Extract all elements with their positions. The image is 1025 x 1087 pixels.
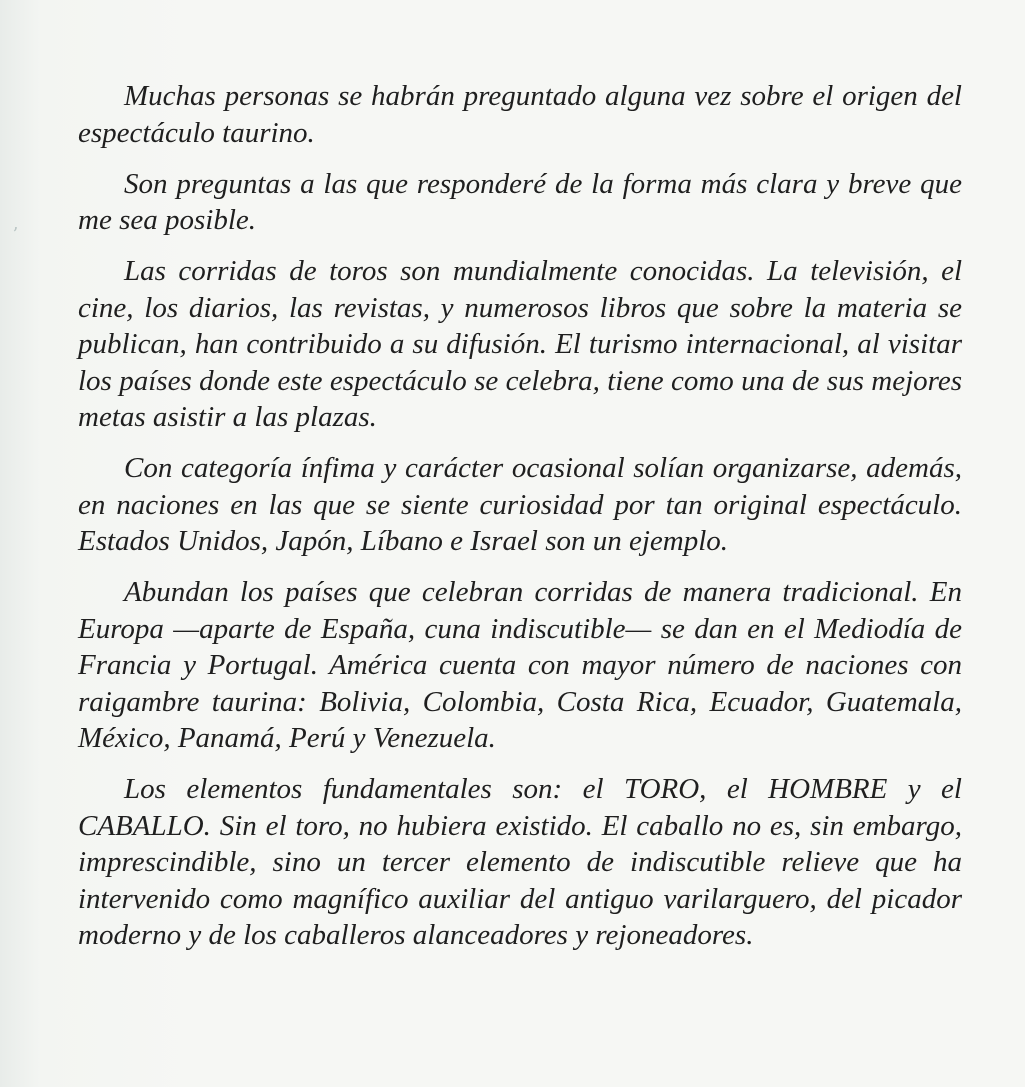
paragraph-3: Las corridas de toros son mundialmente conocidas. La televisión, el cine, los diarios, las revistas, y numerosos libros que sobre la materia se publican, han contribuido a su difusión. El turismo internacional, al visitar los países donde este espectáculo se celebra, tiene como una de sus mejores metas asistir a las plazas.	[78, 255, 962, 433]
paragraph-6: Los elementos fundamentales son: el TORO, el HOMBRE y el CABALLO. Sin el toro, no hubiera existido. El caballo no es, sin embargo, imprescindible, sino un tercer elemento de indiscutible relieve que ha intervenido como magnífico auxiliar del antiguo varilarguero, del picador moderno y de los caballeros alanceadores y rejoneadores.	[78, 773, 962, 951]
paragraph-2: Son preguntas a las que responderé de la forma más clara y breve que me sea posible.	[78, 167, 962, 236]
paragraph-5: Abundan los países que celebran corridas de manera tradicional. En Europa —aparte de España, cuna indiscutible— se dan en el Mediodía de Francia y Portugal. América cuenta con mayor número de naciones con raigambre taurina: Bolivia, Colombia, Costa Rica, Ecuador, Guatemala, México, Panamá, Perú y Venezuela.	[78, 576, 962, 754]
paragraph-4: Con categoría ínfima y carácter ocasional solían organizarse, además, en naciones en las que se siente curiosidad por tan original espectáculo. Estados Unidos, Japón, Líbano e Israel son un ejemplo.	[78, 452, 962, 557]
paragraph-1: Muchas personas se habrán preguntado alguna vez sobre el origen del espectáculo taurino.	[78, 80, 962, 149]
page-body-text	[78, 78, 962, 968]
margin-speck: ʼ	[12, 224, 18, 245]
